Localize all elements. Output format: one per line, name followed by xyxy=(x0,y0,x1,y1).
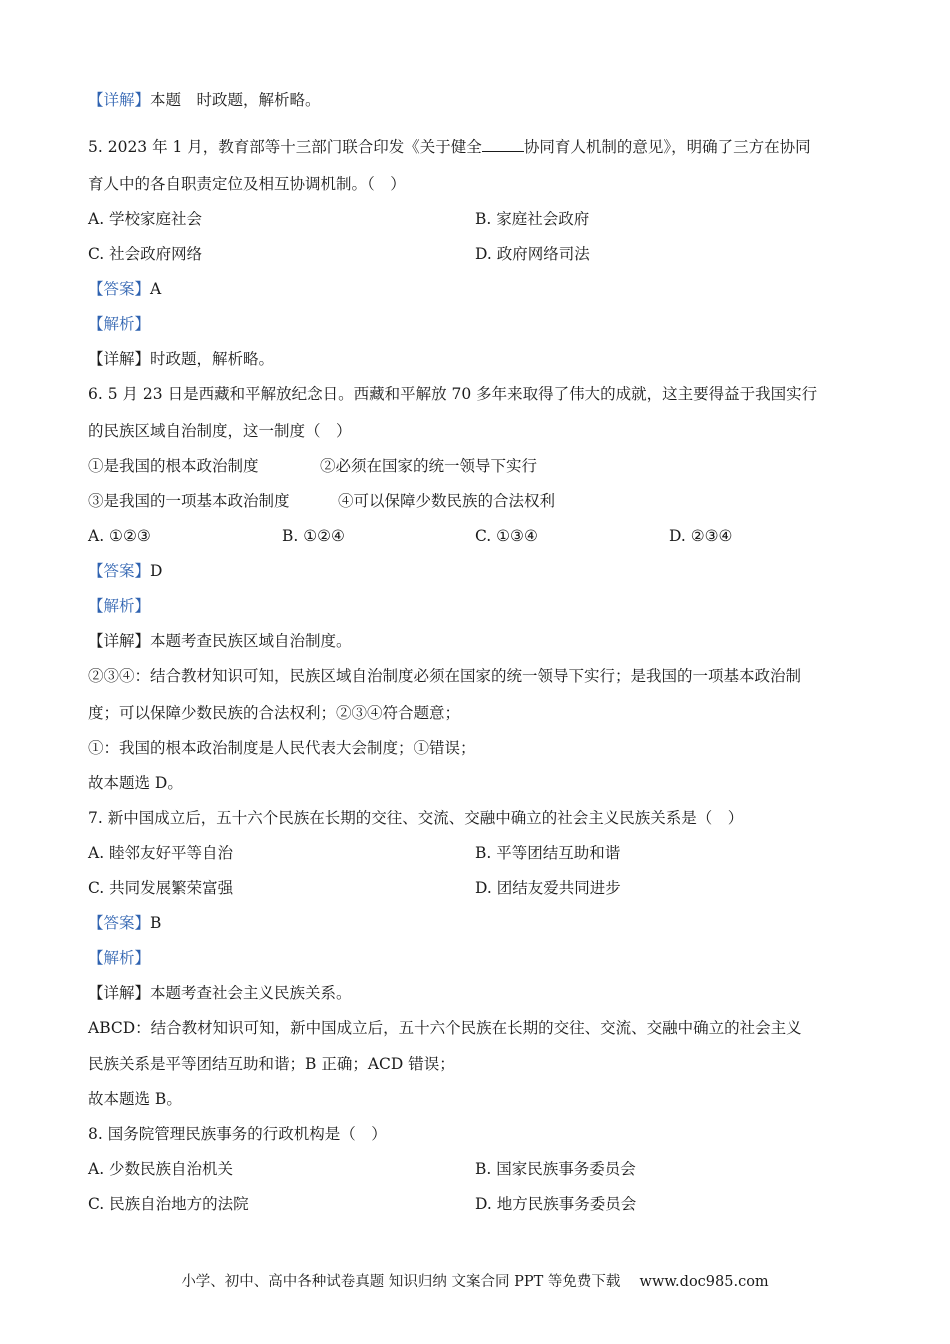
detail-tag: 【详解】 xyxy=(88,984,151,1002)
q6-option-d: D. ②③④ xyxy=(669,527,733,545)
q7-conclusion: 故本题选 B。 xyxy=(88,1090,182,1108)
q6-item-2: ②必须在国家的统一领导下实行 xyxy=(320,457,538,475)
q7-answer: B xyxy=(150,914,162,932)
q6-option-b: B. ①②④ xyxy=(282,527,345,545)
q6-item-1: ①是我国的根本政治制度 xyxy=(88,457,259,475)
q8-option-d: D. 地方民族事务委员会 xyxy=(475,1195,637,1213)
q6-detail-line xyxy=(88,631,352,651)
q6-analysis-line2: 度；可以保障少数民族的合法权利；②③④符合题意； xyxy=(88,704,461,722)
detail-text: 本题 时政题，解析略。 xyxy=(150,91,321,109)
q7-analysis-line1: ABCD：结合教材知识可知，新中国成立后，五十六个民族在长期的交往、交流、交融中确立的社会主义 xyxy=(88,1019,802,1037)
answer-tag: 【答案】 xyxy=(88,914,151,932)
q7-answer-line xyxy=(88,913,161,933)
q5-answer-line xyxy=(88,279,161,299)
q5-option-d: D. 政府网络司法 xyxy=(475,245,590,263)
q7-option-a: A. 睦邻友好平等自治 xyxy=(88,844,234,862)
q5-analysis-tag: 【解析】 xyxy=(88,315,151,333)
q5-detail: 时政题，解析略。 xyxy=(150,350,275,368)
detail-tag: 【详解】 xyxy=(88,350,151,368)
q5-option-b: B. 家庭社会政府 xyxy=(475,210,590,228)
q6-answer: D xyxy=(150,562,163,580)
q6-option-a: A. ①②③ xyxy=(88,527,151,545)
q6-detail: 本题考查民族区域自治制度。 xyxy=(150,632,352,650)
q7-option-d: D. 团结友爱共同进步 xyxy=(475,879,621,897)
q6-conclusion: 故本题选 D。 xyxy=(88,774,183,792)
q7-analysis-line2: 民族关系是平等团结互助和谐；B 正确；ACD 错误； xyxy=(88,1055,455,1073)
answer-tag: 【答案】 xyxy=(88,562,151,580)
q6-analysis-tag: 【解析】 xyxy=(88,597,151,615)
q8-stem: 8. 国务院管理民族事务的行政机构是（ ） xyxy=(88,1125,387,1143)
q5-blank xyxy=(482,137,524,152)
q6-option-c: C. ①③④ xyxy=(475,527,538,545)
q5-stem-part1: 5. 2023 年 1 月，教育部等十三部门联合印发《关于健全 xyxy=(88,138,482,156)
q7-option-c: C. 共同发展繁荣富强 xyxy=(88,879,234,897)
q5-option-a: A. 学校家庭社会 xyxy=(88,210,203,228)
q7-detail: 本题考查社会主义民族关系。 xyxy=(150,984,352,1002)
q5-answer: A xyxy=(150,280,162,298)
q7-stem: 7. 新中国成立后，五十六个民族在长期的交往、交流、交融中确立的社会主义民族关系是（ ） xyxy=(88,809,744,827)
q7-detail-line xyxy=(88,983,352,1003)
q7-analysis-tag: 【解析】 xyxy=(88,949,151,967)
q6-analysis-line1: ②③④：结合教材知识可知，民族区域自治制度必须在国家的统一领导下实行；是我国的一项基本政治制 xyxy=(88,667,802,685)
detail-tag: 【详解】 xyxy=(88,91,151,109)
page-footer: 小学、初中、高中各种试卷真题 知识归纳 文案合同 PPT 等免费下载 www.doc985.com xyxy=(181,1274,769,1290)
q6-stem-line1: 6. 5 月 23 日是西藏和平解放纪念日。西藏和平解放 70 多年来取得了伟大的成就，这主要得益于我国实行 xyxy=(88,385,818,403)
q8-option-c: C. 民族自治地方的法院 xyxy=(88,1195,249,1213)
answer-tag: 【答案】 xyxy=(88,280,151,298)
q5-option-c: C. 社会政府网络 xyxy=(88,245,203,263)
q8-option-b: B. 国家民族事务委员会 xyxy=(475,1160,636,1178)
q6-item-3: ③是我国的一项基本政治制度 xyxy=(88,492,290,510)
q5-stem-line2: 育人中的各自职责定位及相互协调机制。（ ） xyxy=(88,175,406,193)
q6-stem-line2: 的民族区域自治制度，这一制度（ ） xyxy=(88,422,352,440)
q6-answer-line xyxy=(88,561,162,581)
q5-detail-line xyxy=(88,349,274,369)
q8-option-a: A. 少数民族自治机关 xyxy=(88,1160,234,1178)
q6-analysis-line3: ①：我国的根本政治制度是人民代表大会制度；①错误； xyxy=(88,739,476,757)
detail-tag: 【详解】 xyxy=(88,632,151,650)
q7-option-b: B. 平等团结互助和谐 xyxy=(475,844,621,862)
q5-stem-part2: 协同育人机制的意见》，明确了三方在协同 xyxy=(523,138,811,156)
q6-item-4: ④可以保障少数民族的合法权利 xyxy=(338,492,556,510)
q5-stem-line1 xyxy=(88,137,811,157)
prev-detail-line xyxy=(88,90,321,110)
